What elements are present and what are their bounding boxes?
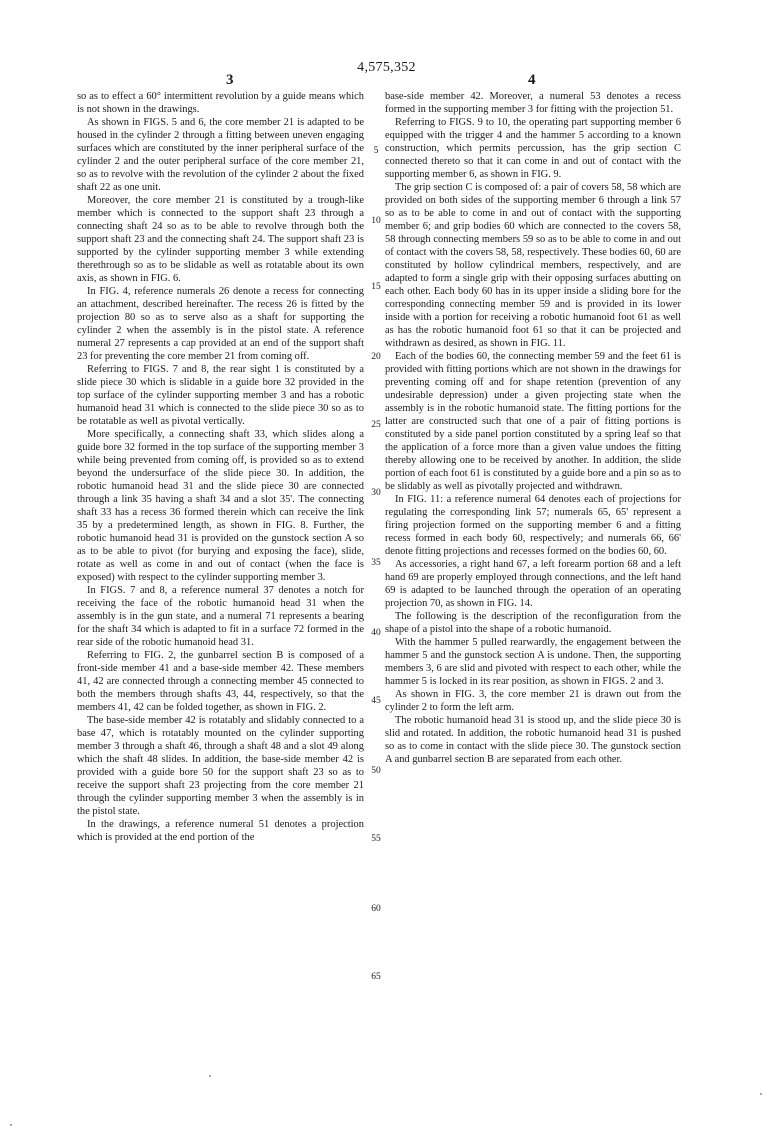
line-number: 35 [371, 558, 381, 568]
line-number: 10 [371, 216, 381, 226]
line-number: 15 [371, 282, 381, 292]
paragraph: In FIG. 11: a reference numeral 64 denotes each of projections for regulating the corresponding link 57; numerals 65, 65' represent a firing projection formed on the supporting member 6 and a fitting recess formed in each body 60, respectively; and numerals 66, 66' denote fitting projections and recesses formed on the bodies 60, 60. [385, 494, 681, 557]
line-number: 20 [371, 352, 381, 362]
paragraph: The base-side member 42 is rotatably and slidably connected to a base 47, which is rotatably mounted on the cylinder supporting member 3 through a shaft 46, through a shaft 48 and a slot 49 along which the shaft 48 slides. In addition, the base-side member 42 is provided with a guide bore 50 for the support shaft 23 so as to receive the support shaft 23 projecting from the core member 21 through the cylinder supporting member 3 when the assembly is in the pistol state. [77, 715, 364, 817]
line-number: 25 [371, 420, 381, 430]
paragraph: In the drawings, a reference numeral 51 denotes a projection which is provided at the end portion of the [77, 819, 364, 843]
paragraph: With the hammer 5 pulled rearwardly, the engagement between the hammer 5 and the gunstock section A is undone. Then, the supporting members 3, 6 are slid and pivoted with respect to each other, while the hammer 5 is locked in its rear position, as shown in FIGS. 2 and 3. [385, 637, 681, 687]
line-number: 5 [373, 146, 379, 156]
paragraph: The following is the description of the reconfiguration from the shape of a pistol into the shape of a robotic humanoid. [385, 611, 681, 635]
paragraph: Referring to FIGS. 9 to 10, the operating part supporting member 6 equipped with the trigger 4 and the hammer 5 according to a known construction, which permits percussion, has the grip section C connected thereto so that it can come in and out of contact with the supporting member 6, as shown in FIG. 9. [385, 117, 681, 180]
paragraph: The robotic humanoid head 31 is stood up, and the slide piece 30 is slid and rotated. In addition, the robotic humanoid head 31 is pushed so as to come in contact with the slide piece 30. The gunstock section A and gunbarrel section B are separated from each other. [385, 715, 681, 765]
paragraph: In FIGS. 7 and 8, a reference numeral 37 denotes a notch for receiving the face of the robotic humanoid head 31 when the assembly is in the gun state, and a numeral 71 represents a bearing for the shaft 34 which is adapted to fit in a surface 72 formed in the rear side of the robotic humanoid head 31. [77, 585, 364, 648]
line-number: 30 [371, 488, 381, 498]
paragraph: More specifically, a connecting shaft 33, which slides along a guide bore 32 formed in the top surface of the supporting member 3 while being prevented from coming off, is provided so as to extend beyond the undersurface of the slide piece 30. In addition, the robotic humanoid head 31 and the slide piece 30 are connected through a link 35 having a shaft 34 and a slot 35'. The connecting shaft 33 has a recess 36 formed therein which can receive the link 35 by a predetermined length, as shown in FIG. 8. Further, the robotic humanoid head 31 is provided on the gunstock section A so as to be able to pivot (for burying and exposing the face), slide, rotate as well as come in and out of contact (when the face is exposed) with respect to the cylinder supporting member 3. [77, 429, 364, 583]
paragraph: In FIG. 4, reference numerals 26 denote a recess for connecting an attachment, described hereinafter. The recess 26 is fitted by the projection 80 so as to serve also as a shaft for supporting the cylinder 2 when the assembly is in the pistol state. A reference numeral 27 represents a cap provided at an end of the support shaft 23 for preventing the core member 21 from coming off. [77, 286, 364, 362]
line-number: 60 [371, 904, 381, 914]
scan-speck [10, 1124, 12, 1126]
line-number: 40 [371, 628, 381, 638]
paragraph: base-side member 42. Moreover, a numeral 53 denotes a recess formed in the supporting member 3 for fitting with the projection 51. [385, 91, 681, 115]
line-number: 45 [371, 696, 381, 706]
paragraph: The grip section C is composed of: a pair of covers 58, 58 which are provided on both sides of the supporting member 6 through a link 57 so as to be able to come in and out of contact with the supporting member 6; and grip bodies 60 which are connected to the covers 58, 58 through connecting members 59 so as to be able to come in and out of contact with the covers 58, 58, respectively. These bodies 60, 60 are constituted by hollow cylindrical members, respectively, and are adapted to form a single grip with their opposing surfaces abutting on each other. Each body 60 has in its upper inside a sliding bore for the corresponding connecting member 59 and is provided in its lower inside with a portion for receiving a robotic humanoid foot 61 as well as has the robotic humanoid foot 61 so that it can be projected and withdrawn as desired, as shown in FIG. 11. [385, 182, 681, 349]
paragraph: As shown in FIG. 3, the core member 21 is drawn out from the cylinder 2 to form the left arm. [385, 689, 681, 713]
paragraph: As shown in FIGS. 5 and 6, the core member 21 is adapted to be housed in the cylinder 2 through a fitting between uneven engaging surfaces which are constituted by the inner peripheral surface of the cylinder 2 and the outer peripheral surface of the core member 21, so as to revolve with the revolution of the cylinder 2 about the fixed shaft 22 as one unit. [77, 117, 364, 193]
paragraph: Referring to FIG. 2, the gunbarrel section B is composed of a front-side member 41 and a base-side member 42. These members 41, 42 are connected through a connecting member 45 connected to both the members through shafts 43, 44, respectively, so that the members 41, 42 can be folded together, as shown in FIG. 2. [77, 650, 364, 713]
scan-speck [209, 1075, 211, 1077]
left-column-number: 3 [226, 72, 234, 88]
patent-number: 4,575,352 [357, 60, 416, 75]
line-number: 55 [371, 834, 381, 844]
paragraph: so as to effect a 60° intermittent revolution by a guide means which is not shown in the drawings. [77, 91, 364, 115]
right-text-column [385, 90, 681, 766]
line-number: 65 [371, 972, 381, 982]
paragraph: As accessories, a right hand 67, a left forearm portion 68 and a left hand 69 are properly employed through connections, and the left hand 69 is adapted to be launched through the operation of an operating projection 70, as shown in FIG. 14. [385, 559, 681, 609]
paragraph: Referring to FIGS. 7 and 8, the rear sight 1 is constituted by a slide piece 30 which is slidable in a guide bore 32 provided in the top surface of the cylinder supporting member 3 and has a robotic humanoid head 31 which is connected to the slide piece 30 so as to be rotatable as well as pivotal vertically. [77, 364, 364, 427]
paragraph: Each of the bodies 60, the connecting member 59 and the feet 61 is provided with fitting portions which are not shown in the drawings for preventing coming off and for shape retention (prevention of any undesirable depression) under a given projecting state when the assembly is in the robotic humanoid state. The fitting portions for the latter are constructed such that one of a pair of fitting portions is constituted by a side panel portion constituted by a spring leaf so that the application of a force more than a given value undoes the fitting thereby allowing one to be received by another. In addition, the slide portion of each foot 61 is constituted by a guide bore and a pin so as to be slidably as well as pivotally projected and withdrawn. [385, 351, 681, 492]
right-column-number: 4 [528, 72, 536, 88]
left-text-column [77, 90, 364, 844]
scan-speck [760, 1093, 762, 1095]
paragraph: Moreover, the core member 21 is constituted by a trough-like member which is connected to the support shaft 23 through a connecting shaft 24 so as to be able to revolve through both the support shaft 23 and the connecting shaft 24. The support shaft 23 is supported by the cylinder supporting member 3 while extending therethrough so as to be slidable as well as rotatable about its own axis, as shown in FIG. 6. [77, 195, 364, 284]
line-number: 50 [371, 766, 381, 776]
